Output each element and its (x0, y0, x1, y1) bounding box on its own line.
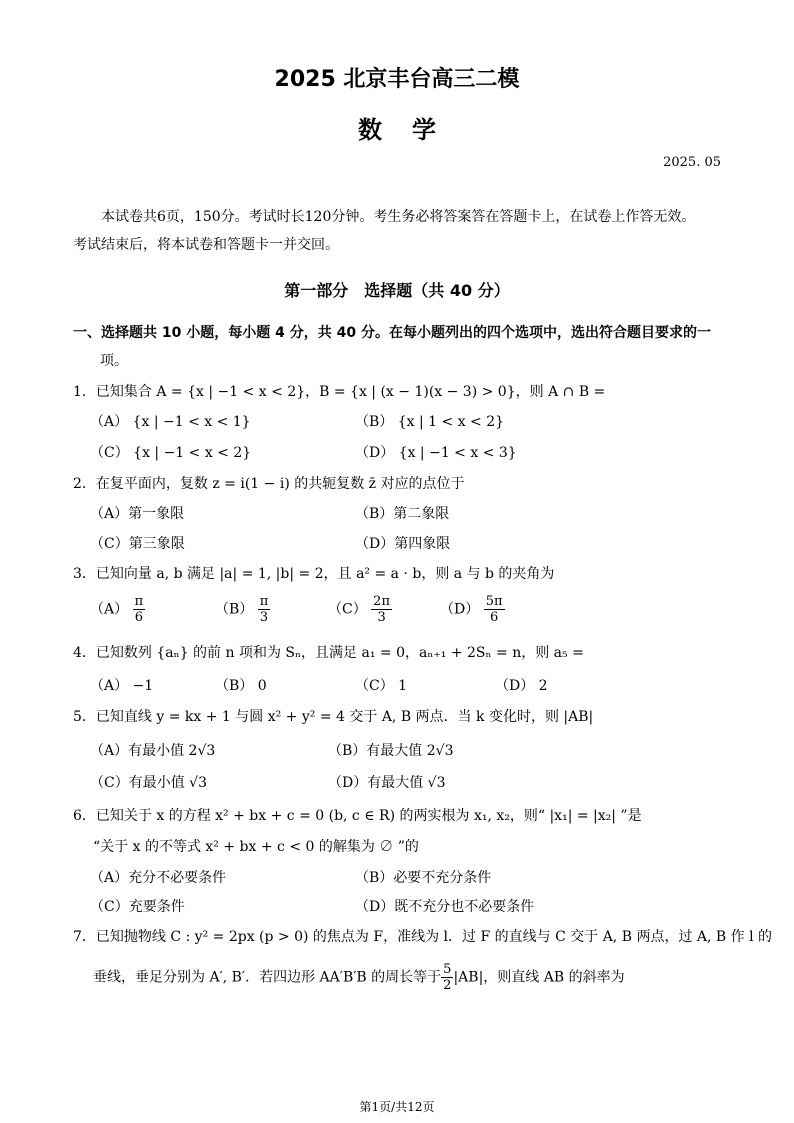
question-4-option-d: （D） 2 (495, 678, 548, 694)
question-3-option-d-fraction (484, 594, 505, 625)
intro-line-2: 考试结束后，将本试卷和答题卡一并交回。 (73, 237, 339, 253)
fraction-numerator: π (134, 594, 144, 609)
question-3-option-b-label: （B） (215, 601, 254, 618)
question-4-option-c: （C） 1 (355, 678, 408, 694)
question-1-option-c: （C） {x | −1 < x < 2} (90, 445, 252, 461)
question-3-option-c-label: （C） (328, 601, 367, 618)
question-3-stem: 3．已知向量 a, b 满足 |a| = 1, |b| = 2，且 a² = a · b，则 a 与 b 的夹角为 (73, 566, 555, 582)
question-6-option-b: （B）必要不充分条件 (355, 870, 492, 886)
question-2-stem: 2．在复平面内，复数 z = i(1 − i) 的共轭复数 z̄ 对应的点位于 (73, 476, 465, 492)
intro-line-1: 本试卷共6页，150分。考试时长120分钟。考生务必将答案答在答题卡上，在试卷上作答无效。 (101, 209, 696, 225)
question-3-option-c-fraction (371, 594, 392, 625)
question-2-option-c: （C）第三象限 (90, 536, 185, 552)
question-3-option-a-fraction (133, 594, 146, 625)
section-instruction-line-1: 一、选择题共 10 小题，每小题 4 分，共 40 分。在每小题列出的四个选项中，选出符合题目要求的一 (73, 325, 711, 341)
section-instruction-line-2: 项。 (100, 353, 128, 369)
fraction-denominator: 3 (259, 610, 269, 625)
question-2-option-a: （A）第一象限 (90, 506, 185, 522)
question-3-option-d-label: （D） (440, 601, 480, 618)
fraction-numerator: π (259, 594, 269, 609)
fraction-denominator: 2 (443, 978, 452, 993)
fraction-numerator: 5π (485, 594, 503, 609)
question-7-stem: 7．已知抛物线 C : y² = 2px (p > 0) 的焦点为 F，准线为 l．过 F 的直线与 C 交于 A, B 两点，过 A, B 作 l 的 (73, 929, 773, 945)
question-1-option-a: （A） {x | −1 < x < 1} (90, 414, 251, 430)
subject-title: 数学 (358, 116, 466, 144)
question-3-option-a-label: （A） (90, 601, 129, 618)
question-6-stem-line-2: “关于 x 的不等式 x² + bx + c < 0 的解集为 ∅ ”的 (93, 839, 419, 855)
question-6-option-d: （D）既不充分也不必要条件 (355, 899, 535, 915)
question-1-option-d: （D） {x | −1 < x < 3} (355, 445, 517, 461)
question-5-option-b: （B）有最大值 2√3 (328, 743, 454, 759)
fraction-denominator: 3 (377, 610, 386, 625)
fraction-denominator: 6 (489, 610, 499, 625)
question-7-stem-line-2-post: |AB|，则直线 AB 的斜率为 (453, 969, 625, 986)
question-5-option-c: （C）有最小值 √3 (90, 775, 207, 791)
question-7-stem-line-2-pre: 垂线，垂足分别为 A′, B′．若四边形 AA′B′B 的周长等于 (93, 969, 442, 986)
question-6-stem: 6．已知关于 x 的方程 x² + bx + c = 0 (b, c ∈ R) 的两实根为 x₁, x₂，则“ |x₁| = |x₂| ”是 (73, 808, 642, 824)
question-4-option-b: （B） 0 (215, 678, 267, 694)
exam-date: 2025. 05 (663, 155, 721, 170)
question-6-option-a: （A）充分不必要条件 (90, 870, 227, 886)
section-title: 第一部分 选择题（共 40 分） (284, 281, 510, 300)
question-7-stem-line-2 (93, 962, 625, 993)
question-7-fraction (441, 962, 453, 993)
question-3-option-a (90, 594, 145, 625)
question-5-option-a: （A）有最小值 2√3 (90, 743, 216, 759)
fraction-numerator: 5 (443, 962, 452, 977)
question-1-option-b: （B） {x | 1 < x < 2} (355, 414, 505, 430)
question-3-option-c (328, 594, 392, 625)
fraction-numerator: 2π (373, 594, 390, 609)
exam-title: 2025 北京丰台高三二模 (274, 67, 520, 92)
question-3-option-d (440, 594, 505, 625)
question-1-stem: 1．已知集合 A = {x | −1 < x < 2}，B = {x | (x − 1)(x − 3) > 0}，则 A ∩ B = (73, 384, 606, 400)
fraction-denominator: 6 (134, 610, 143, 625)
page-number: 第1页/共12页 (359, 1100, 435, 1114)
question-5-option-d: （D）有最大值 √3 (328, 775, 446, 791)
question-4-stem: 4．已知数列 {aₙ} 的前 n 项和为 Sₙ，且满足 a₁ = 0，aₙ₊₁ + 2Sₙ = n，则 a₅ = (73, 645, 584, 661)
question-2-option-b: （B）第二象限 (355, 506, 450, 522)
question-4-option-a: （A） −1 (90, 678, 154, 694)
question-6-option-c: （C）充要条件 (90, 899, 185, 915)
question-5-stem: 5．已知直线 y = kx + 1 与圆 x² + y² = 4 交于 A, B 两点．当 k 变化时，则 |AB| (73, 709, 594, 725)
question-2-option-d: （D）第四象限 (355, 536, 451, 552)
question-3-option-b (215, 594, 270, 625)
question-3-option-b-fraction (258, 594, 271, 625)
